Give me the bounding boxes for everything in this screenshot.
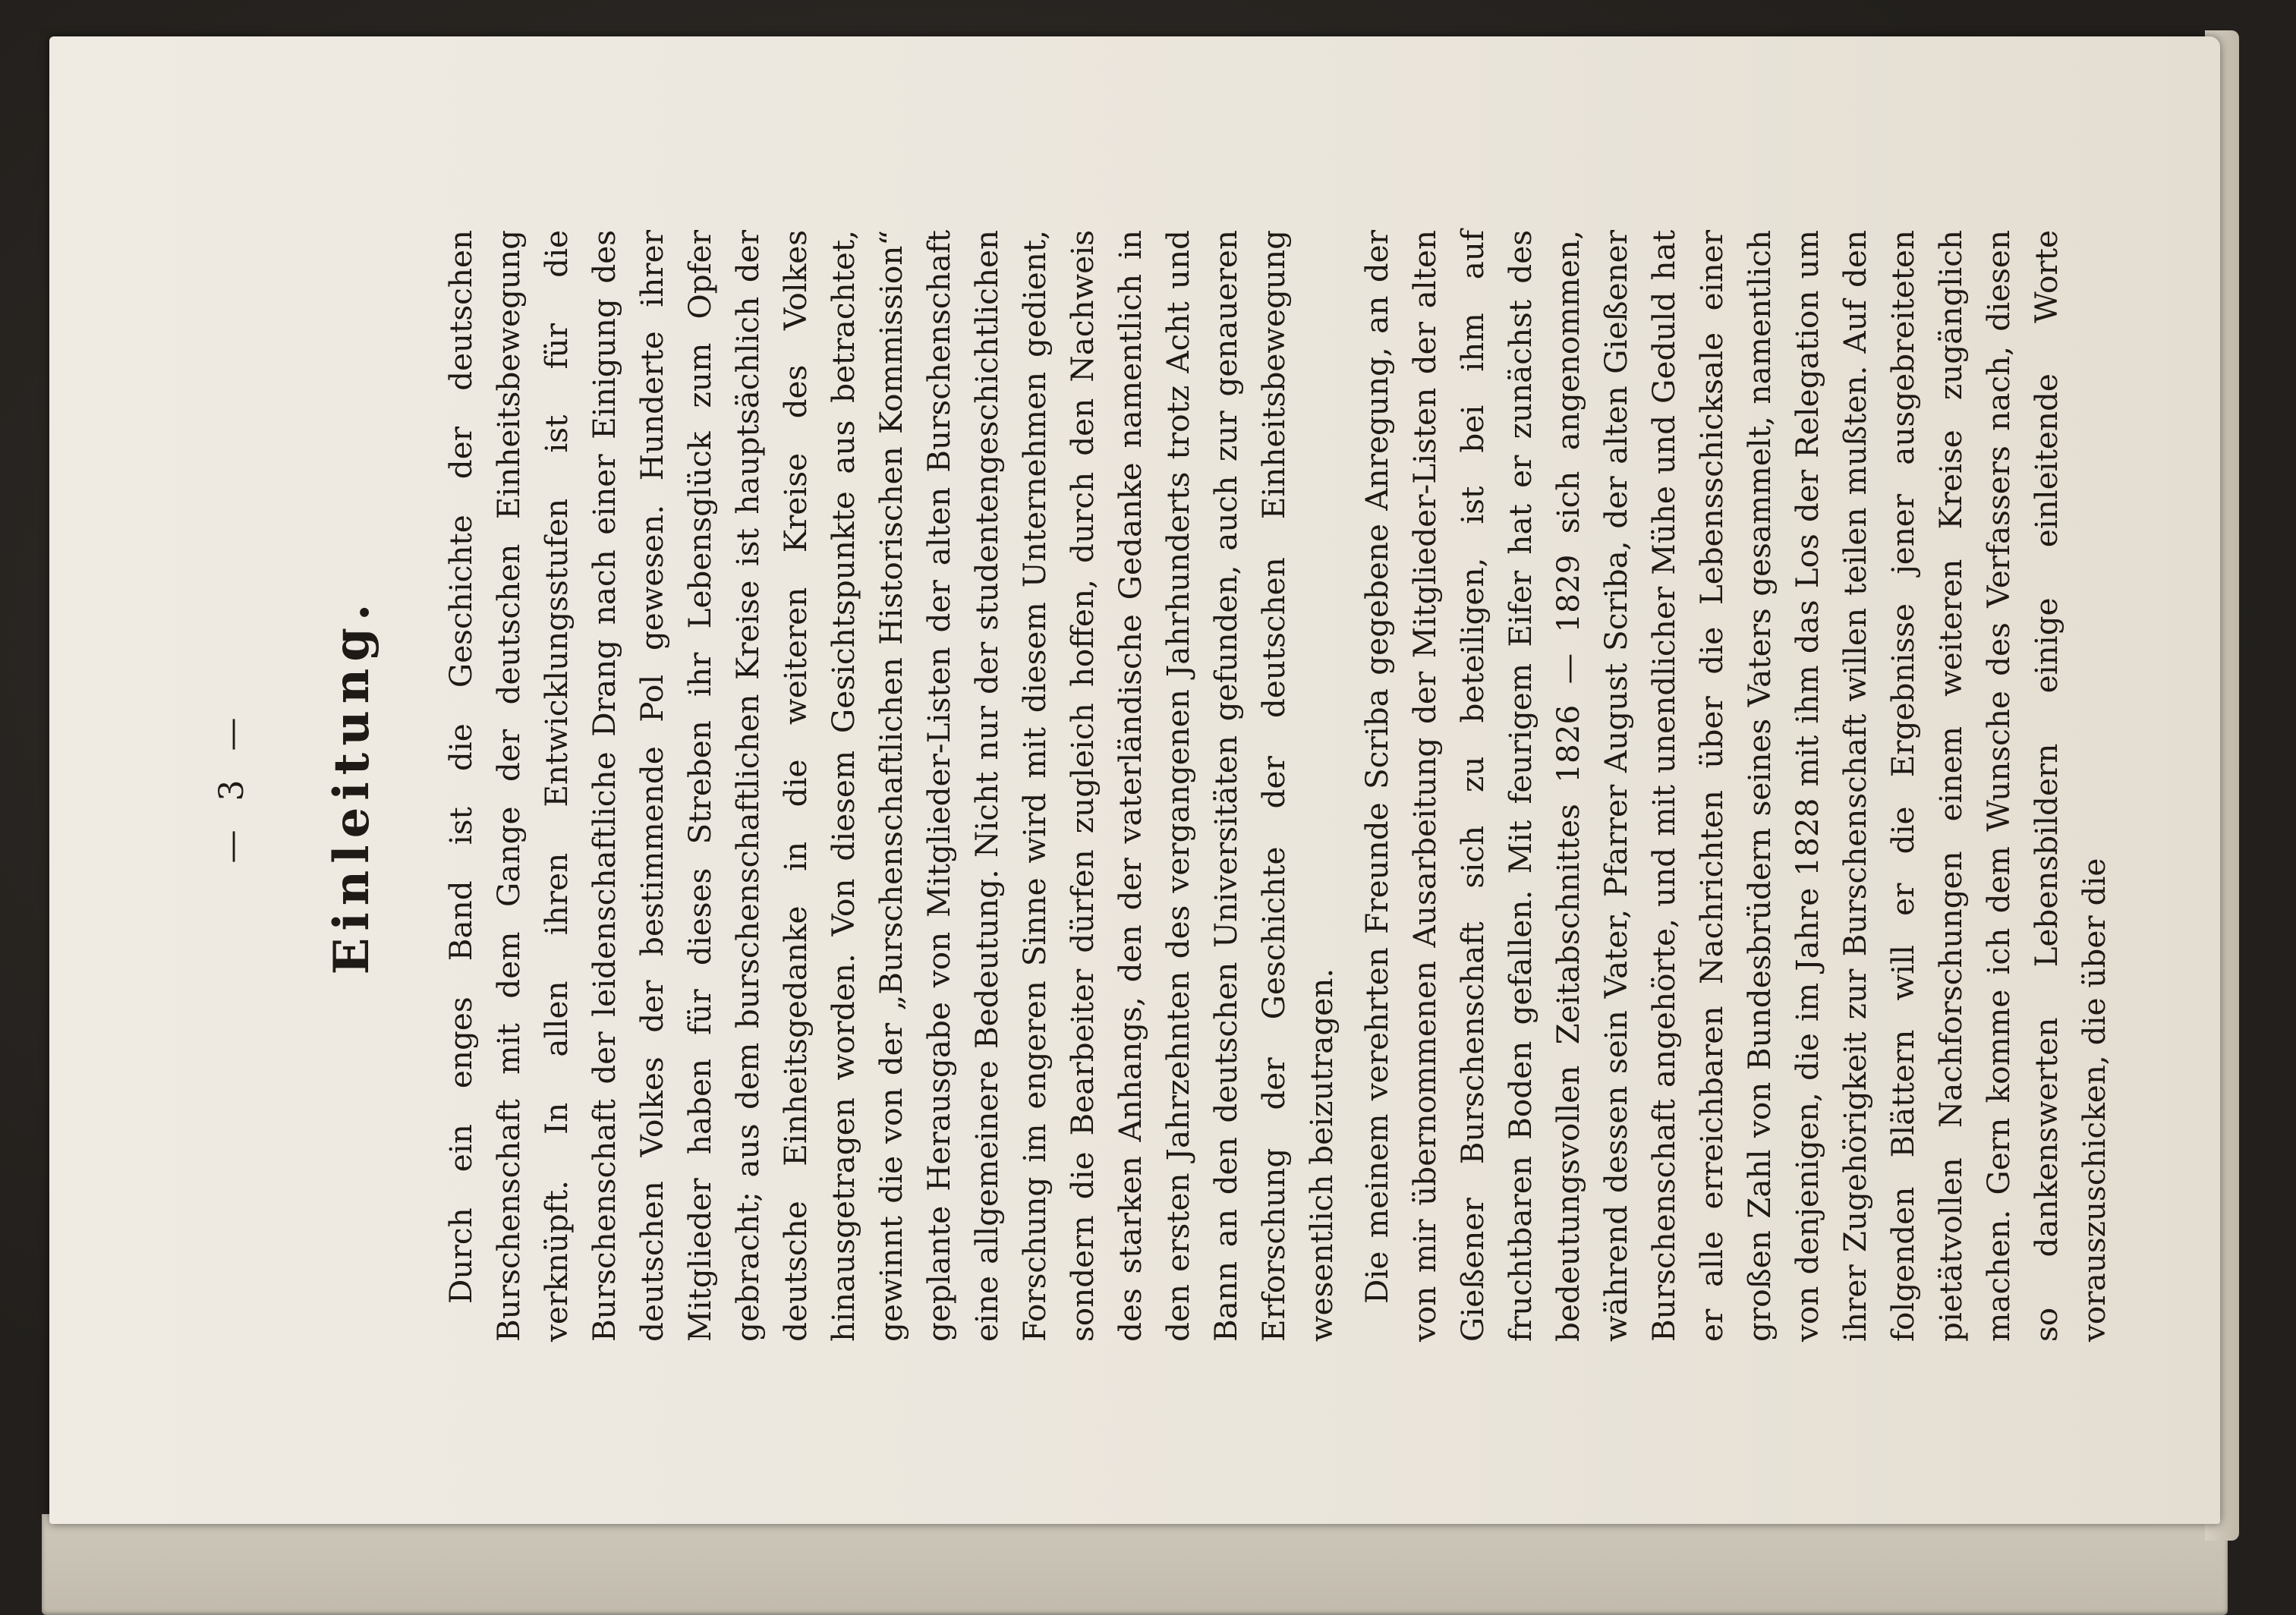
page-heading: Einleitung. — [323, 597, 380, 975]
underlying-page — [42, 1514, 2228, 1615]
book-page — [49, 36, 2220, 1524]
paragraph-1: Durch ein enges Band ist die Geschichte der deutschen Burschenschaft mit dem Gange der deutschen Einheitsbewegung verknüpft. In allen ihren Entwicklungsstufen ist für die Burschenschaft der leidenschaftliche Drang nach einer Einigung des deutschen Volkes der bestimmende Pol gewesen. Hunderte ihrer Mitglieder haben für dieses Streben ihr Lebensglück zum Opfer gebracht; aus dem burschenschaftlichen Kreise ist hauptsächlich der deutsche Einheitsgedanke in die weiteren Kreise des Volkes hinausgetragen worden. Von diesem Gesichtspunkte aus betrachtet, gewinnt die von der „Burschenschaftlichen Historischen Kommission“ geplante Herausgabe von Mitglieder-Listen der alten Burschenschaft eine allgemeinere Bedeutung. Nicht nur der studentengeschichtlichen Forschung im engeren Sinne wird mit diesem Unternehmen gedient, sondern die Bearbeiter dürfen zugleich hoffen, durch den Nachweis des starken Anhangs, den der vaterländische Gedanke namentlich in den ersten Jahrzehnten des vergangenen Jahrhunderts trotz Acht und Bann an den deutschen Universitäten gefunden, auch zur genaueren Erforschung der Geschichte der deutschen Einheitsbewegung wesentlich beizutragen. — [443, 230, 1340, 1342]
text-column — [213, 230, 2118, 1342]
page-number: — 3 — — [213, 708, 251, 864]
paragraph-2: Die meinem verehrten Freunde Scriba gegebene Anregung, an der von mir übernommenen Ausarbeitung der Mitglieder-Listen der alten Gießener Burschenschaft sich zu beteiligen, ist bei ihm auf fruchtbaren Boden gefallen. Mit feurigem Eifer hat er zunächst des bedeutungsvollen Zeitabschnittes 1826 — 1829 sich angenommen, während dessen sein Vater, Pfarrer August Scriba, der alten Gießener Burschenschaft angehörte, und mit unendlicher Mühe und Geduld hat er alle erreichbaren Nachrichten über die Lebensschicksale einer großen Zahl von Bundesbrüdern seines Vaters gesammelt, namentlich von denjenigen, die im Jahre 1828 mit ihm das Los der Relegation um ihrer Zugehörigkeit zur Burschenschaft willen teilen mußten. Auf den folgenden Blättern will er die Ergebnisse jener ausgebreiteten pietätvollen Nachforschungen einem weiteren Kreise zugänglich machen. Gern komme ich dem Wunsche des Verfassers nach, diesen so dankenswerten Lebensbildern einige einleitende Worte vorauszuschicken, die über die — [1359, 230, 2112, 1342]
rotated-text-block — [49, 36, 2220, 1524]
